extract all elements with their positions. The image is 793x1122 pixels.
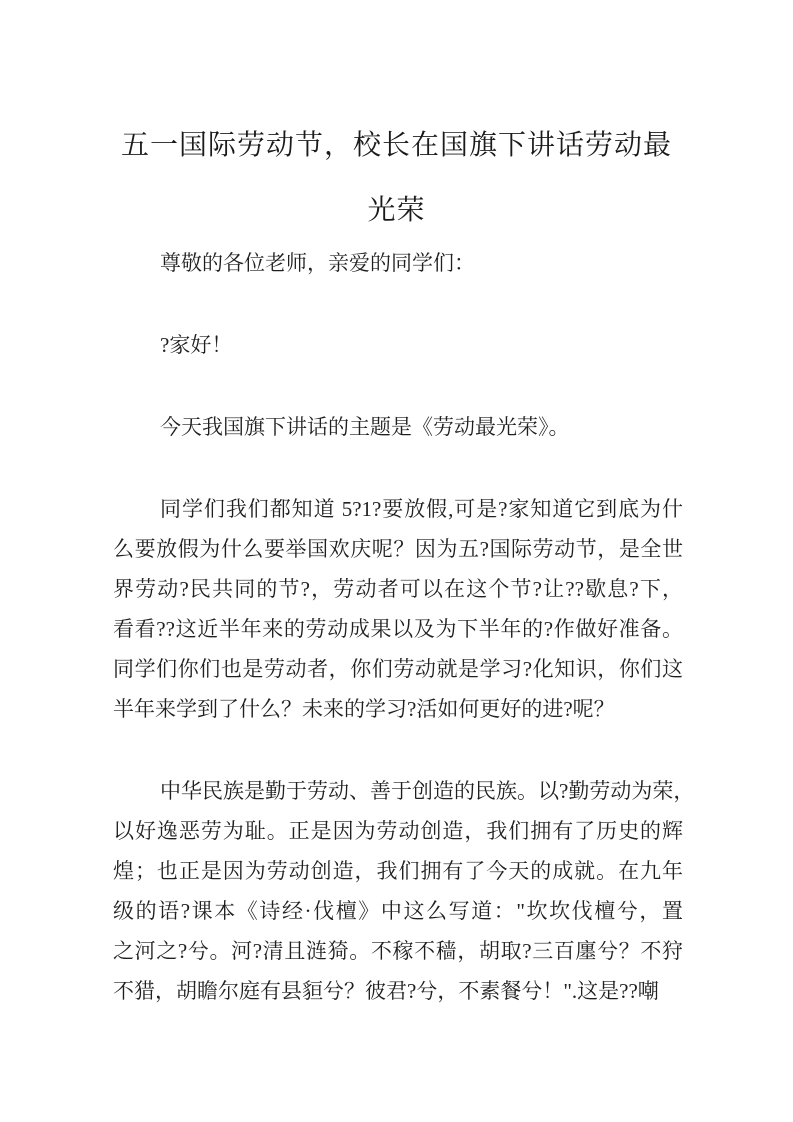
document-body xyxy=(113,243,695,1011)
paragraph xyxy=(113,407,683,447)
paragraph xyxy=(113,243,683,283)
paragraph-line: 煌；也正是因为劳动创造，我们拥有了今天的成就。在九年 xyxy=(113,859,683,883)
paragraph-line: 中华民族是勤于劳动、善于创造的民族。以?勤劳动为荣， xyxy=(160,779,695,803)
paragraph-line: ?家好！ xyxy=(160,333,233,357)
paragraph-line: 么要放假为什么要举国欢庆呢？因为五?国际劳动节，是全世 xyxy=(113,537,683,561)
paragraph xyxy=(113,325,683,365)
paragraph-line: 以好逸恶劳为耻。正是因为劳动创造，我们拥有了历史的辉 xyxy=(113,819,683,843)
paragraph-line: 半年来学到了什么？未来的学习?活如何更好的进?呢？ xyxy=(113,697,615,721)
document-title xyxy=(104,113,690,243)
paragraph-line: 同学们你们也是劳动者，你们劳动就是学习?化知识，你们这 xyxy=(113,657,683,681)
paragraph-line: 级的语?课本《诗经·伐檀》中这么写道："坎坎伐檀兮，置 xyxy=(113,899,683,923)
paragraph xyxy=(113,489,683,729)
paragraph-line: 看看??这近半年来的劳动成果以及为下半年的?作做好准备。 xyxy=(113,617,683,641)
document-title-line-2: 光荣 xyxy=(367,195,426,226)
paragraph-line: 不猎，胡瞻尔庭有县貆兮？彼君?兮，不素餐兮！".这是??嘲 xyxy=(113,979,659,1003)
paragraph-line: 界劳动?民共同的节?，劳动者可以在这个节?让??歇息?下， xyxy=(113,577,683,601)
paragraph-line: 之河之?兮。河?清且涟猗。不稼不穑，胡取?三百廛兮？不狩 xyxy=(113,939,683,963)
paragraph-line: 今天我国旗下讲话的主题是《劳动最光荣》。 xyxy=(160,415,570,439)
paragraph-line: 尊敬的各位老师，亲爱的同学们： xyxy=(160,251,475,275)
paragraph-line: 同学们我们都知道 5?1?要放假,可是?家知道它到底为什 xyxy=(160,497,683,521)
document-title-line-1: 五一国际劳动节，校长在国旗下讲话劳动最 xyxy=(120,130,672,161)
paragraph xyxy=(113,771,695,1011)
